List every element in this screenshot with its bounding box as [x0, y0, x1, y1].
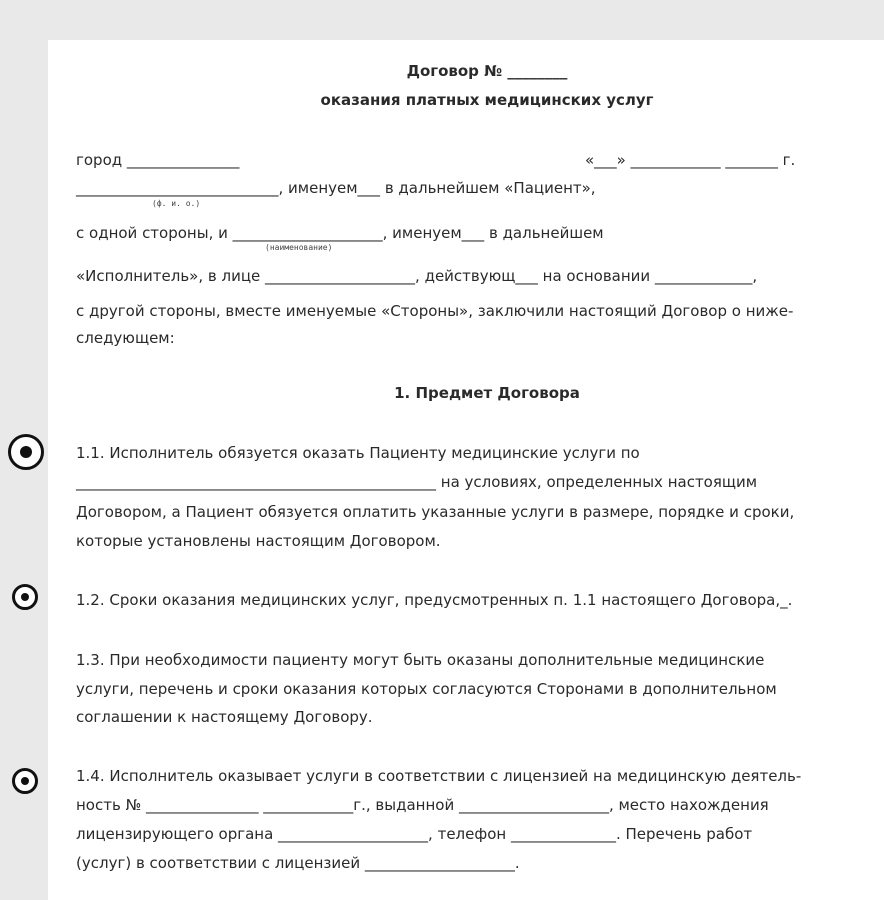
margin-bullet-icon [8, 434, 44, 470]
section-heading: 1. Предмет Договора [394, 384, 580, 402]
following-line: следующем: [76, 329, 175, 347]
clause-1-1-line-2: ________________________________________________ на условиях, определенных настоящим [76, 473, 758, 491]
patient-line: ___________________________, именуем___ в дальнейшем «Пациент», [76, 179, 596, 197]
side-line: с одной стороны, и ____________________, именуем___ в дальнейшем [76, 224, 604, 242]
executor-line: «Исполнитель», в лице ____________________, действующ___ на основании _____________, [76, 267, 758, 285]
margin-bullet-icon [12, 584, 38, 610]
clause-1-1-line-4: которые установлены настоящим Договором. [76, 532, 441, 550]
clause-1-4-line-1: 1.4. Исполнитель оказывает услуги в соответствии с лицензией на медицинскую деятель- [76, 767, 802, 785]
clause-1-1-line-3: Договором, а Пациент обязуется оплатить указанные услуги в размере, порядке и сроки, [76, 503, 795, 521]
patient-caption: (ф. и. о.) [152, 199, 201, 208]
side-caption: (наименование) [265, 243, 333, 252]
clause-1-2-line-1: 1.2. Сроки оказания медицинских услуг, предусмотренных п. 1.1 настоящего Договора,_. [76, 591, 793, 609]
contract-subtitle: оказания платных медицинских услуг [320, 91, 654, 109]
clause-1-4-line-2: ность № _______________ ____________г., выданной ____________________, место нахождения [76, 796, 769, 814]
clause-1-3-line-1: 1.3. При необходимости пациенту могут быть оказаны дополнительные медицинские [76, 651, 765, 669]
city-field: город _______________ [76, 151, 240, 169]
date-field: «___» ____________ _______ г. [585, 151, 796, 169]
clause-1-1-line-1: 1.1. Исполнитель обязуется оказать Пациенту медицинские услуги по [76, 444, 640, 462]
margin-bullet-icon [12, 768, 38, 794]
clause-1-3-line-3: соглашении к настоящему Договору. [76, 708, 373, 726]
contract-title: Договор № ________ [406, 62, 568, 80]
clause-1-4-line-4: (услуг) в соответствии с лицензией ____________________. [76, 854, 520, 872]
other-side-line: с другой стороны, вместе именуемые «Стороны», заключили настоящий Договор о ниже- [76, 302, 794, 320]
clause-1-3-line-2: услуги, перечень и сроки оказания которых согласуются Сторонами в дополнительном [76, 680, 777, 698]
clause-1-4-line-3: лицензирующего органа ____________________, телефон ______________. Перечень работ [76, 825, 753, 843]
